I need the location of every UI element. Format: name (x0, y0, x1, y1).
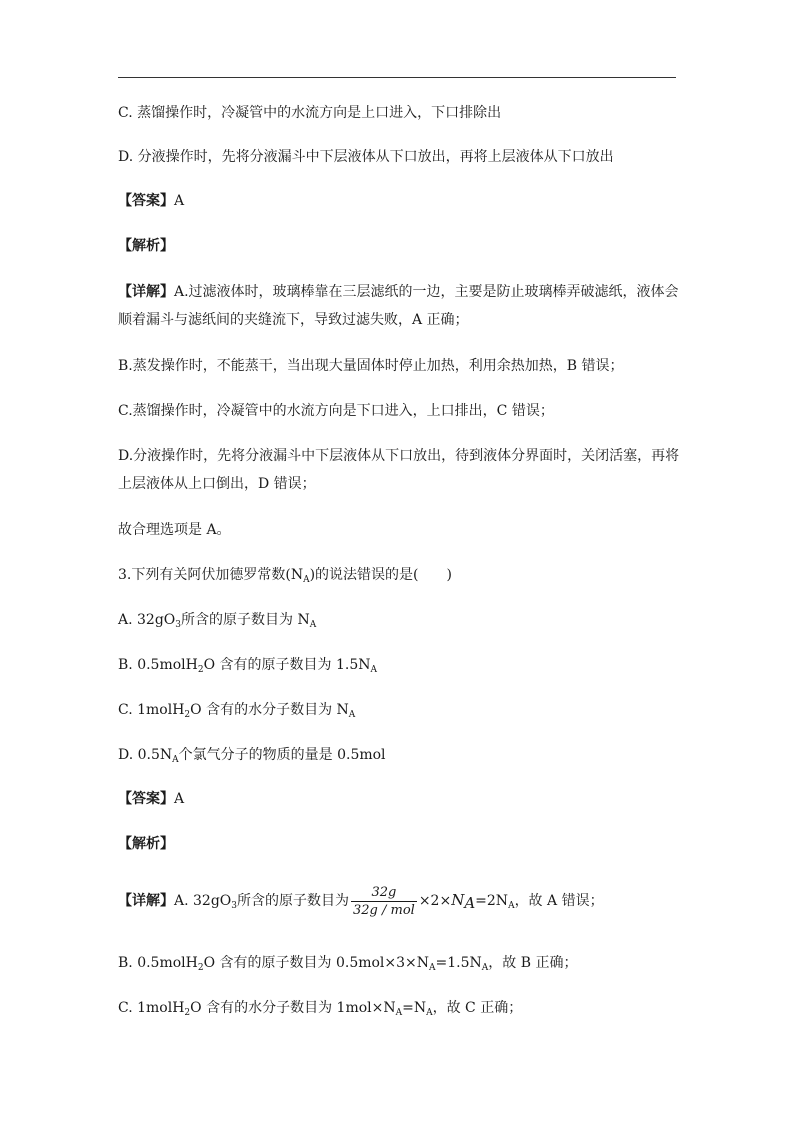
subscript: 3 (231, 901, 237, 911)
detail-text: A. 32gO (174, 893, 232, 909)
q2-detail-a-line1 (118, 282, 679, 302)
q2-answer (118, 191, 184, 211)
q2-detail-b: B.蒸发操作时，不能蒸干，当出现大量固体时停止加热，利用余热加热，B 错误； (118, 358, 624, 374)
option-text: 个氯气分子的物质的量是 0.5mol (178, 747, 386, 763)
q3-detail-b (118, 953, 577, 973)
subscript: 2 (197, 665, 204, 675)
q2-conclusion: 故合理选项是 A。 (118, 522, 231, 538)
detail-text: ，故 B 正确； (488, 955, 578, 971)
q2-option-c: C. 蒸馏操作时，冷凝管中的水流方向是上口进入，下口排除出 (118, 105, 502, 121)
stem-text: 3.下列有关阿伏加德罗常数(N (118, 567, 304, 583)
option-text: C. 1molH (118, 702, 185, 718)
subscript: 2 (184, 1008, 191, 1018)
detail-label: 【详解】 (118, 893, 174, 909)
subscript: A (370, 665, 377, 675)
q2-detail-a-line2: 顺着漏斗与滤纸间的夹缝流下，导致过滤失败，A 正确； (118, 312, 469, 328)
fraction-numerator: 32g (371, 884, 397, 900)
detail-text: O 含有的原子数目为 0.5mol×3×N (203, 955, 430, 971)
detail-text: ，故 C 正确； (432, 1000, 523, 1016)
option-text: B. 0.5molH (118, 657, 198, 673)
q2-detail-d-line1: D.分液操作时，先将分液漏斗中下层液体从下口放出，待到液体分界面时，关闭活塞，再将 (118, 448, 680, 464)
q2-detail-d-line2: 上层液体从上口倒出，D 错误； (118, 476, 316, 492)
detail-text: A.过滤液体时，玻璃棒靠在三层滤纸的一边，主要是防止玻璃棒弄破滤纸，液体会 (174, 284, 679, 300)
option-text: 所含的原子数目为 N (181, 612, 310, 628)
subscript: A (464, 894, 476, 912)
subscript: A (481, 963, 489, 973)
q2-option-d: D. 分液操作时，先将分液漏斗中下层液体从下口放出，再将上层液体从下口放出 (118, 149, 614, 165)
q3-analysis-label: 【解析】 (118, 836, 174, 852)
option-text: O 含有的原子数目为 1.5N (203, 657, 371, 673)
detail-label: 【详解】 (118, 284, 174, 300)
detail-text: =N (402, 1000, 427, 1016)
stem-sub: A (303, 575, 310, 585)
q3-stem (118, 565, 452, 585)
subscript: A (429, 963, 436, 973)
q3-option-b (118, 655, 377, 675)
q2-analysis-label: 【解析】 (118, 238, 174, 254)
option-text: A. 32gO (118, 612, 176, 628)
q3-option-d (118, 745, 386, 765)
option-text: D. 0.5N (118, 747, 173, 763)
fraction (351, 884, 417, 919)
option-text: O 含有的水分子数目为 N (190, 702, 349, 718)
detail-text: =2N (475, 893, 509, 909)
subscript: 2 (184, 710, 191, 720)
q3-option-a (118, 610, 316, 630)
answer-value: A (174, 791, 185, 807)
q2-detail-c: C.蒸馏操作时，冷凝管中的水流方向是下口进入，上口排出，C 错误； (118, 403, 554, 419)
detail-text: ，故 A 错误； (514, 893, 604, 909)
q3-detail-a (118, 880, 604, 921)
q3-option-c (118, 700, 355, 720)
answer-label: 【答案】 (118, 791, 174, 807)
answer-label: 【答案】 (118, 193, 174, 209)
detail-text: ×2× (418, 893, 452, 909)
subscript: A (309, 620, 317, 630)
constant-symbol: N (451, 891, 465, 909)
detail-text: B. 0.5molH (118, 955, 198, 971)
detail-text: 所含的原子数目为 (237, 893, 349, 909)
subscript: A (172, 755, 179, 765)
subscript: A (508, 901, 515, 911)
subscript: A (426, 1008, 433, 1018)
header-rule (118, 77, 676, 78)
subscript: 3 (175, 620, 181, 630)
stem-text-end: )的说法错误的是( ) (309, 567, 452, 583)
subscript: A (348, 710, 356, 720)
detail-text: C. 1molH (118, 1000, 185, 1016)
detail-text: O 含有的水分子数目为 1mol×N (190, 1000, 396, 1016)
answer-value: A (174, 193, 185, 209)
q3-answer (118, 789, 184, 809)
fraction-denominator: 32g / mol (353, 902, 415, 918)
detail-text: =1.5N (435, 955, 482, 971)
subscript: A (395, 1008, 403, 1018)
subscript: 2 (197, 963, 204, 973)
q3-detail-c (118, 998, 522, 1018)
